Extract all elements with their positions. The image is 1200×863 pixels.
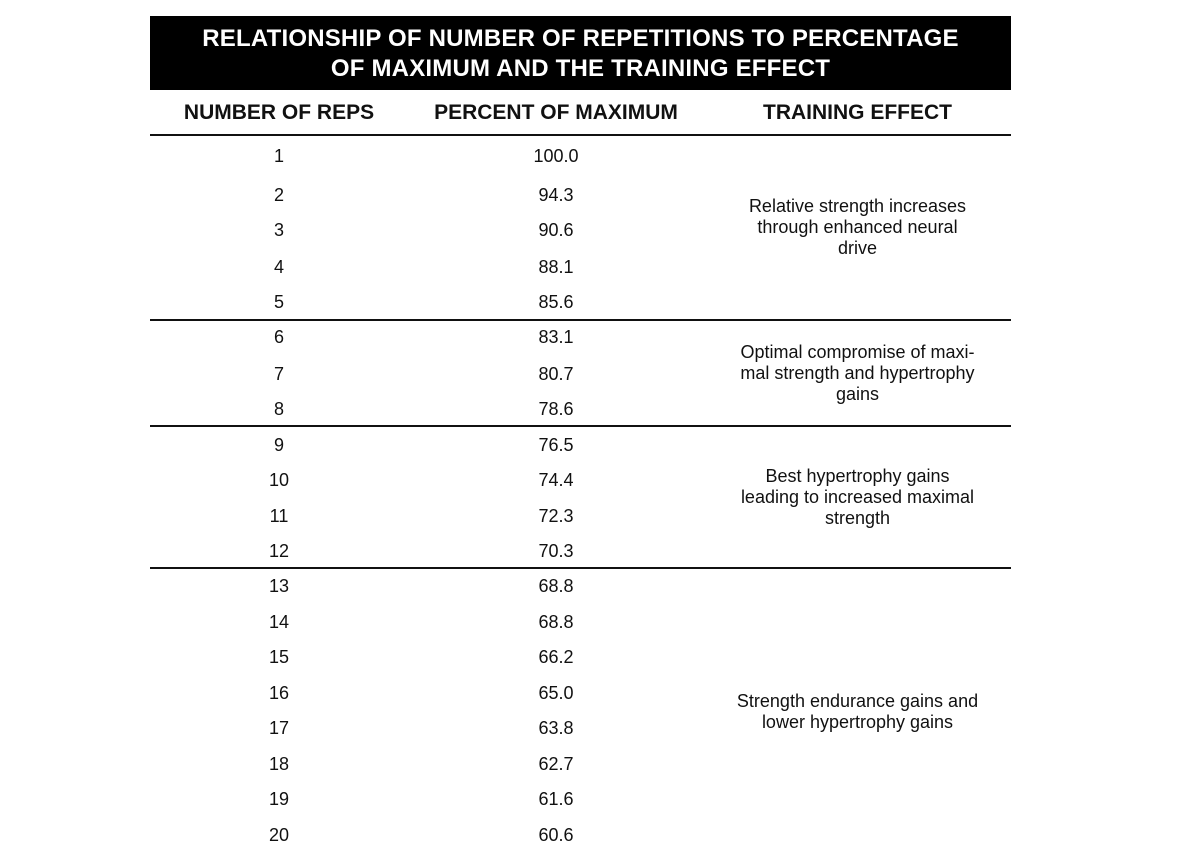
training-effect-line: through enhanced neural (757, 217, 958, 237)
table-cell-reps: 16 (268, 683, 290, 703)
table-cell-percent: 94.3 (538, 185, 574, 205)
table-cell-percent: 65.0 (538, 683, 574, 703)
table-cell-reps: 2 (273, 185, 284, 205)
training-effect-line: Strength endurance gains and (736, 690, 979, 711)
training-effect-line: lower hypertrophy gains (761, 711, 954, 732)
column-header-effect: TRAINING EFFECT (763, 101, 952, 124)
table-cell-reps: 3 (273, 220, 284, 240)
table-cell-reps: 4 (273, 257, 284, 277)
table-cell-percent: 72.3 (538, 506, 574, 526)
training-effect-line: strength (824, 507, 891, 528)
table-cell-percent: 80.7 (538, 364, 574, 384)
table-cell-reps: 20 (268, 825, 290, 845)
training-effect-line: mal strength and hypertrophy (740, 362, 975, 383)
training-effect-line: Optimal compromise of maxi- (740, 341, 975, 362)
table-cell-percent: 60.6 (538, 825, 574, 845)
column-header-percent: PERCENT OF MAXIMUM (434, 101, 678, 124)
table-cell-reps: 18 (268, 754, 290, 774)
table-cell-reps: 6 (273, 327, 284, 347)
table-cell-reps: 17 (268, 718, 290, 738)
training-effect-cell (704, 427, 1011, 567)
table-cell-reps: 15 (268, 647, 290, 667)
table-cell-percent: 85.6 (538, 292, 574, 312)
table-cell-percent: 61.6 (538, 789, 574, 809)
table-title-line-2: OF MAXIMUM AND THE TRAINING EFFECT (330, 55, 831, 82)
table-cell-percent: 76.5 (538, 435, 574, 455)
table-title (150, 16, 1011, 90)
table-cell-percent: 63.8 (538, 718, 574, 738)
table-cell-percent: 70.3 (538, 541, 574, 561)
table-cell-percent: 100.0 (533, 146, 579, 166)
table-cell-percent: 90.6 (538, 220, 574, 240)
table-cell-reps: 9 (273, 435, 284, 455)
training-effect-line: Relative strength increases (748, 196, 967, 216)
training-effect-cell (704, 136, 1011, 319)
table-cell-percent: 74.4 (538, 470, 574, 490)
table-cell-reps: 10 (268, 470, 290, 490)
table-cell-percent: 66.2 (538, 647, 574, 667)
column-header-reps: NUMBER OF REPS (183, 101, 375, 124)
training-effect-cell (704, 321, 1011, 425)
table-cell-reps: 7 (273, 364, 284, 384)
table-cell-reps: 11 (269, 506, 289, 526)
table-cell-reps: 1 (273, 146, 284, 166)
training-effect-line: Best hypertrophy gains (765, 465, 950, 486)
table-cell-reps: 14 (268, 612, 290, 632)
training-effect-line: gains (835, 383, 879, 404)
training-effect-line: leading to increased maximal (740, 486, 975, 507)
table-cell-reps: 19 (268, 789, 290, 809)
table-cell-reps: 8 (273, 399, 284, 419)
table-cell-percent: 78.6 (538, 399, 574, 419)
training-effect-line: drive (837, 238, 877, 258)
table-cell-percent: 88.1 (538, 257, 574, 277)
training-effect-cell (704, 569, 1011, 854)
table-cell-reps: 12 (268, 541, 290, 561)
table-cell-reps: 13 (268, 576, 290, 596)
table-cell-percent: 62.7 (538, 754, 574, 774)
table-cell-percent: 83.1 (538, 327, 574, 347)
table-cell-reps: 5 (273, 292, 284, 312)
table-cell-percent: 68.8 (538, 576, 574, 596)
table-cell-percent: 68.8 (538, 612, 574, 632)
table-title-line-1: RELATIONSHIP OF NUMBER OF REPETITIONS TO PERCENTAGE (202, 25, 959, 52)
